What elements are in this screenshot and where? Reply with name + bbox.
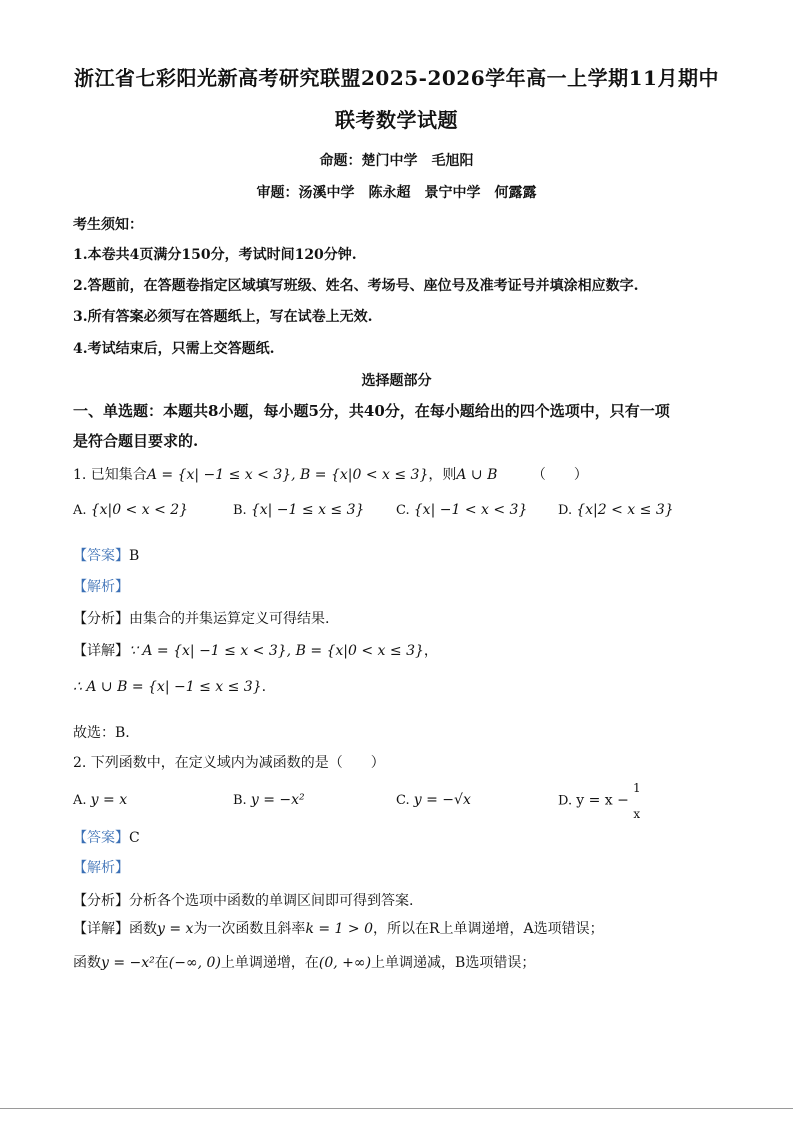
q1-stem-math2: A ∪ B [456, 467, 498, 483]
exam-title-line1: 浙江省七彩阳光新高考研究联盟2025-2026学年高一上学期11月期中 [74, 66, 719, 90]
answer-tag: 【答案】 [73, 830, 129, 846]
answer-tag: 【答案】 [73, 548, 129, 564]
detail-math: ∵ A = {x| −1 ≤ x < 3}, B = {x|0 < x ≤ 3} [129, 643, 424, 659]
fenxi-text: 分析各个选项中函数的单调区间即可得到答案. [129, 893, 414, 909]
detail-text: 在 [154, 955, 169, 971]
exam-title-line2: 联考数学试题 [335, 108, 458, 132]
option-math: y = −x² [250, 792, 305, 808]
q2-option-a [73, 792, 127, 808]
notice-heading: 考生须知： [73, 217, 143, 233]
q2-fenxi [73, 890, 413, 910]
q1-stem-math: A = {x| −1 ≤ x < 3}, B = {x|0 < x ≤ 3} [146, 467, 429, 483]
fraction-numerator: 1 [633, 781, 641, 795]
answer-value: C [129, 830, 140, 846]
option-label: D. [558, 793, 573, 809]
detail-tag: 【详解】 [73, 921, 129, 937]
answer-value: B [129, 548, 140, 564]
notice-item-4: 4.考试结束后，只需上交答题纸. [73, 341, 275, 357]
analysis-tag: 【解析】 [73, 579, 129, 595]
proposer-line: 命题：楚门中学 毛旭阳 [319, 153, 474, 169]
page-bottom-rule [0, 1108, 793, 1109]
q1-fenxi [73, 608, 329, 628]
fenxi-tag: 【分析】 [73, 611, 129, 627]
detail-text: 函数 [129, 921, 157, 937]
detail-math: y = x [157, 921, 194, 937]
option-math: {x| −1 < x < 3} [413, 502, 528, 518]
option-math: y = x [90, 792, 128, 808]
option-math: {x|2 < x ≤ 3} [576, 502, 674, 518]
q1-option-a [73, 502, 188, 518]
detail-math: k = 1 > 0 [305, 921, 373, 937]
fraction-denominator: x [633, 807, 641, 821]
q1-stem-prefix: 1. 已知集合 [73, 467, 147, 483]
q1-stem-suffix: ，则 [428, 467, 457, 483]
detail-text: 函数 [73, 955, 101, 971]
option-label: C. [396, 503, 410, 518]
detail-tag: 【详解】 [73, 643, 129, 659]
detail-tail: ， [423, 643, 438, 659]
detail-math: R [429, 921, 440, 937]
option-label: A. [73, 503, 87, 518]
q1-therefore [73, 679, 266, 695]
q2-option-b [233, 792, 305, 808]
q2-answer [73, 827, 140, 847]
fenxi-text: 由集合的并集运算定义可得结果. [129, 611, 330, 627]
q2-option-c [396, 792, 471, 808]
q1-paren: （ ） [531, 467, 588, 483]
part-title: 选择题部分 [361, 373, 432, 389]
option-math: {x|0 < x < 2} [90, 502, 189, 518]
fraction [633, 782, 641, 820]
detail-text: 上单调递增，在 [220, 955, 319, 971]
option-math: {x| −1 ≤ x ≤ 3} [250, 502, 365, 518]
detail-math: (−∞, 0) [168, 955, 221, 971]
q1-option-c [396, 502, 527, 518]
q1-analysis-tag [73, 576, 129, 596]
therefore-tail: . [261, 679, 267, 695]
option-label: D. [558, 503, 573, 518]
q2-detail-b [73, 952, 535, 972]
analysis-tag: 【解析】 [73, 860, 129, 876]
q2-analysis-tag [73, 857, 129, 877]
q1-answer [73, 545, 139, 565]
option-label: C. [396, 793, 410, 808]
notice-item-3: 3.所有答案必须写在答题纸上，写在试卷上无效. [73, 309, 373, 325]
q2-detail-a [73, 918, 604, 938]
option-label: B. [233, 503, 247, 518]
detail-math: y = −x² [101, 955, 155, 971]
fenxi-tag: 【分析】 [73, 893, 129, 909]
detail-math: (0, +∞) [318, 955, 372, 971]
option-math: y = −√x [413, 792, 471, 808]
q1-option-d [558, 502, 674, 518]
q1-stem [73, 464, 588, 484]
q1-choose: 故选：B. [73, 725, 130, 741]
detail-text: 上单调递增，A选项错误； [439, 921, 604, 937]
q2-stem: 2. 下列函数中，在定义域内为减函数的是（ ） [73, 755, 385, 771]
section-heading-1: 一、单选题：本题共8小题，每小题5分，共40分，在每小题给出的四个选项中，只有一项 [73, 402, 670, 420]
fraction-spacer [633, 794, 641, 808]
section-heading-2: 是符合题目要求的. [73, 432, 199, 450]
therefore-math: ∴ A ∪ B = {x| −1 ≤ x ≤ 3} [73, 679, 262, 695]
notice-item-1: 1.本卷共4页满分150分，考试时间120分钟. [73, 247, 357, 263]
option-label: A. [73, 793, 87, 808]
detail-text: ，所以在 [373, 921, 429, 937]
detail-text: 为一次函数且斜率 [193, 921, 306, 937]
reviewer-line: 审题：汤溪中学 陈永超 景宁中学 何露露 [256, 185, 537, 201]
q2-option-d [558, 782, 641, 820]
option-label: B. [233, 793, 247, 808]
option-math: y = x − [576, 792, 629, 809]
q1-option-b [233, 502, 364, 518]
q1-detail [73, 640, 438, 660]
detail-text: 上单调递减，B选项错误； [371, 955, 536, 971]
notice-item-2: 2.答题前，在答题卷指定区域填写班级、姓名、考场号、座位号及准考证号并填涂相应数字. [73, 278, 639, 294]
